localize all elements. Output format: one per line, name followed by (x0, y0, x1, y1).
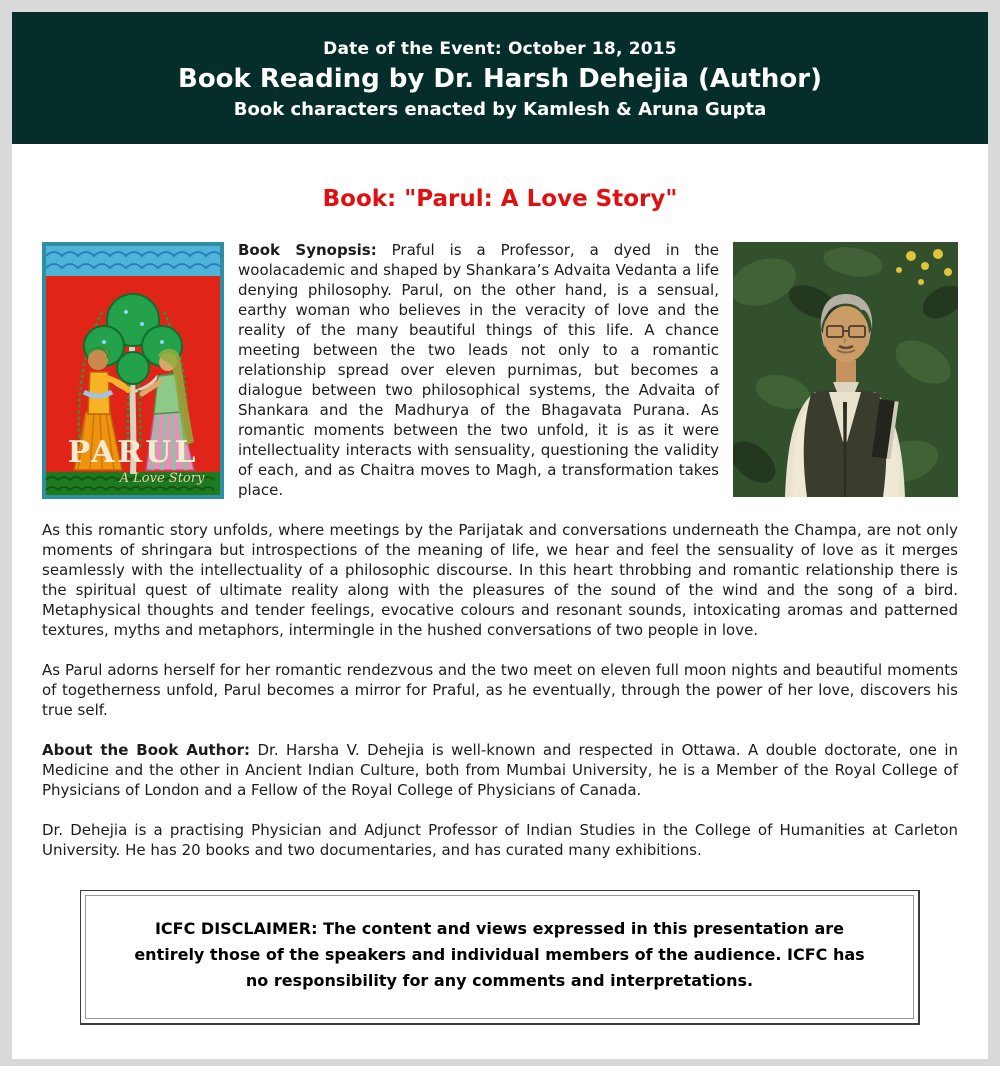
content-area (12, 186, 988, 1025)
event-header-banner (12, 12, 988, 144)
paragraph-dehejia-physician: Dr. Dehejia is a practising Physician and Adjunct Professor of Indian Studies in the College of Humanities at Carleton University. He has 20 books and two documentaries, and has curated many exhibitions. (42, 821, 958, 859)
about-author-paragraph (42, 740, 958, 800)
paragraph-parul-adorns: As Parul adorns herself for her romantic rendezvous and the two meet on eleven full moon nights and beautiful moments of togetherness unfold, Parul becomes a mirror for Praful, as he eventually, through the power of her love, discovers his true self. (42, 661, 958, 719)
author-photo-art (733, 242, 958, 497)
about-author-label: About the Book Author: (42, 741, 251, 759)
book-cover-art (42, 242, 224, 499)
cover-subtitle-text: A Love Story (119, 471, 205, 486)
synopsis-section (42, 240, 958, 860)
event-subtitle: Book characters enacted by Kamlesh & Aruna Gupta (233, 99, 767, 120)
event-title: Book Reading by Dr. Harsh Dehejia (Author) (178, 64, 822, 94)
disclaimer-text: ICFC DISCLAIMER: The content and views expressed in this presentation are entirely those of the speakers and individual members of the audience. ICFC has no responsibility for any comments and interpretations. (134, 919, 865, 990)
book-cover-image (42, 242, 224, 499)
about-author-text: Dr. Harsha V. Dehejia is well-known and respected in Ottawa. A double doctorate, one in Medicine and the other in Ancient Indian Culture, both from Mumbai University, he is a Member of the Royal College of Physicians of London and a Fellow of the Royal College of Physicians of Canada. (42, 741, 958, 799)
synopsis-text: Praful is a Professor, a dyed in the woolacademic and shaped by Shankara’s Advaita Vedanta a life denying philosophy. Parul, on the other hand, is a sensual, earthy woman who believes in the veracity of love and the reality of the many beautiful things of this life. A chance meeting between the two leads not only to a romantic relationship spread over eleven purnimas, but becomes a dialogue between two philosophical systems, the Advaita of Shankara and the Madhurya of the Bhagavata Purana. As romantic moments between the two unfold, it is as it were intellectuality interacts with sensuality, questioning the validity of each, and as Chaitra moves to Magh, a transformation takes place. (238, 241, 720, 499)
paragraph-romantic-story: As this romantic story unfolds, where meetings by the Parijatak and conversations underneath the Champa, are not only moments of shringara but introspections of the meaning of life, we hear and feel the sensuality of love as it merges seamlessly with the intellectuality of a philosophic discourse. In this heart throbbing and romantic relationship there is the spiritual quest of ultimate reality along with the pleasures of the sound of the wind and the song of a bird. Metaphysical thoughts and tender feelings, evocative colours and resonant sounds, intoxicating aromas and patterned textures, myths and metaphors, intermingle in the hushed conversations of two people in love. (42, 521, 958, 639)
cover-title-text: PARUL (67, 435, 199, 470)
event-date: Date of the Event: October 18, 2015 (323, 39, 677, 59)
page (12, 12, 988, 1059)
synopsis-label: Book Synopsis: (238, 241, 377, 259)
disclaimer-box (80, 890, 920, 1025)
book-title-heading: Book: "Parul: A Love Story" (322, 186, 678, 212)
disclaimer-inner-frame (85, 895, 914, 1019)
author-photo (733, 242, 958, 497)
